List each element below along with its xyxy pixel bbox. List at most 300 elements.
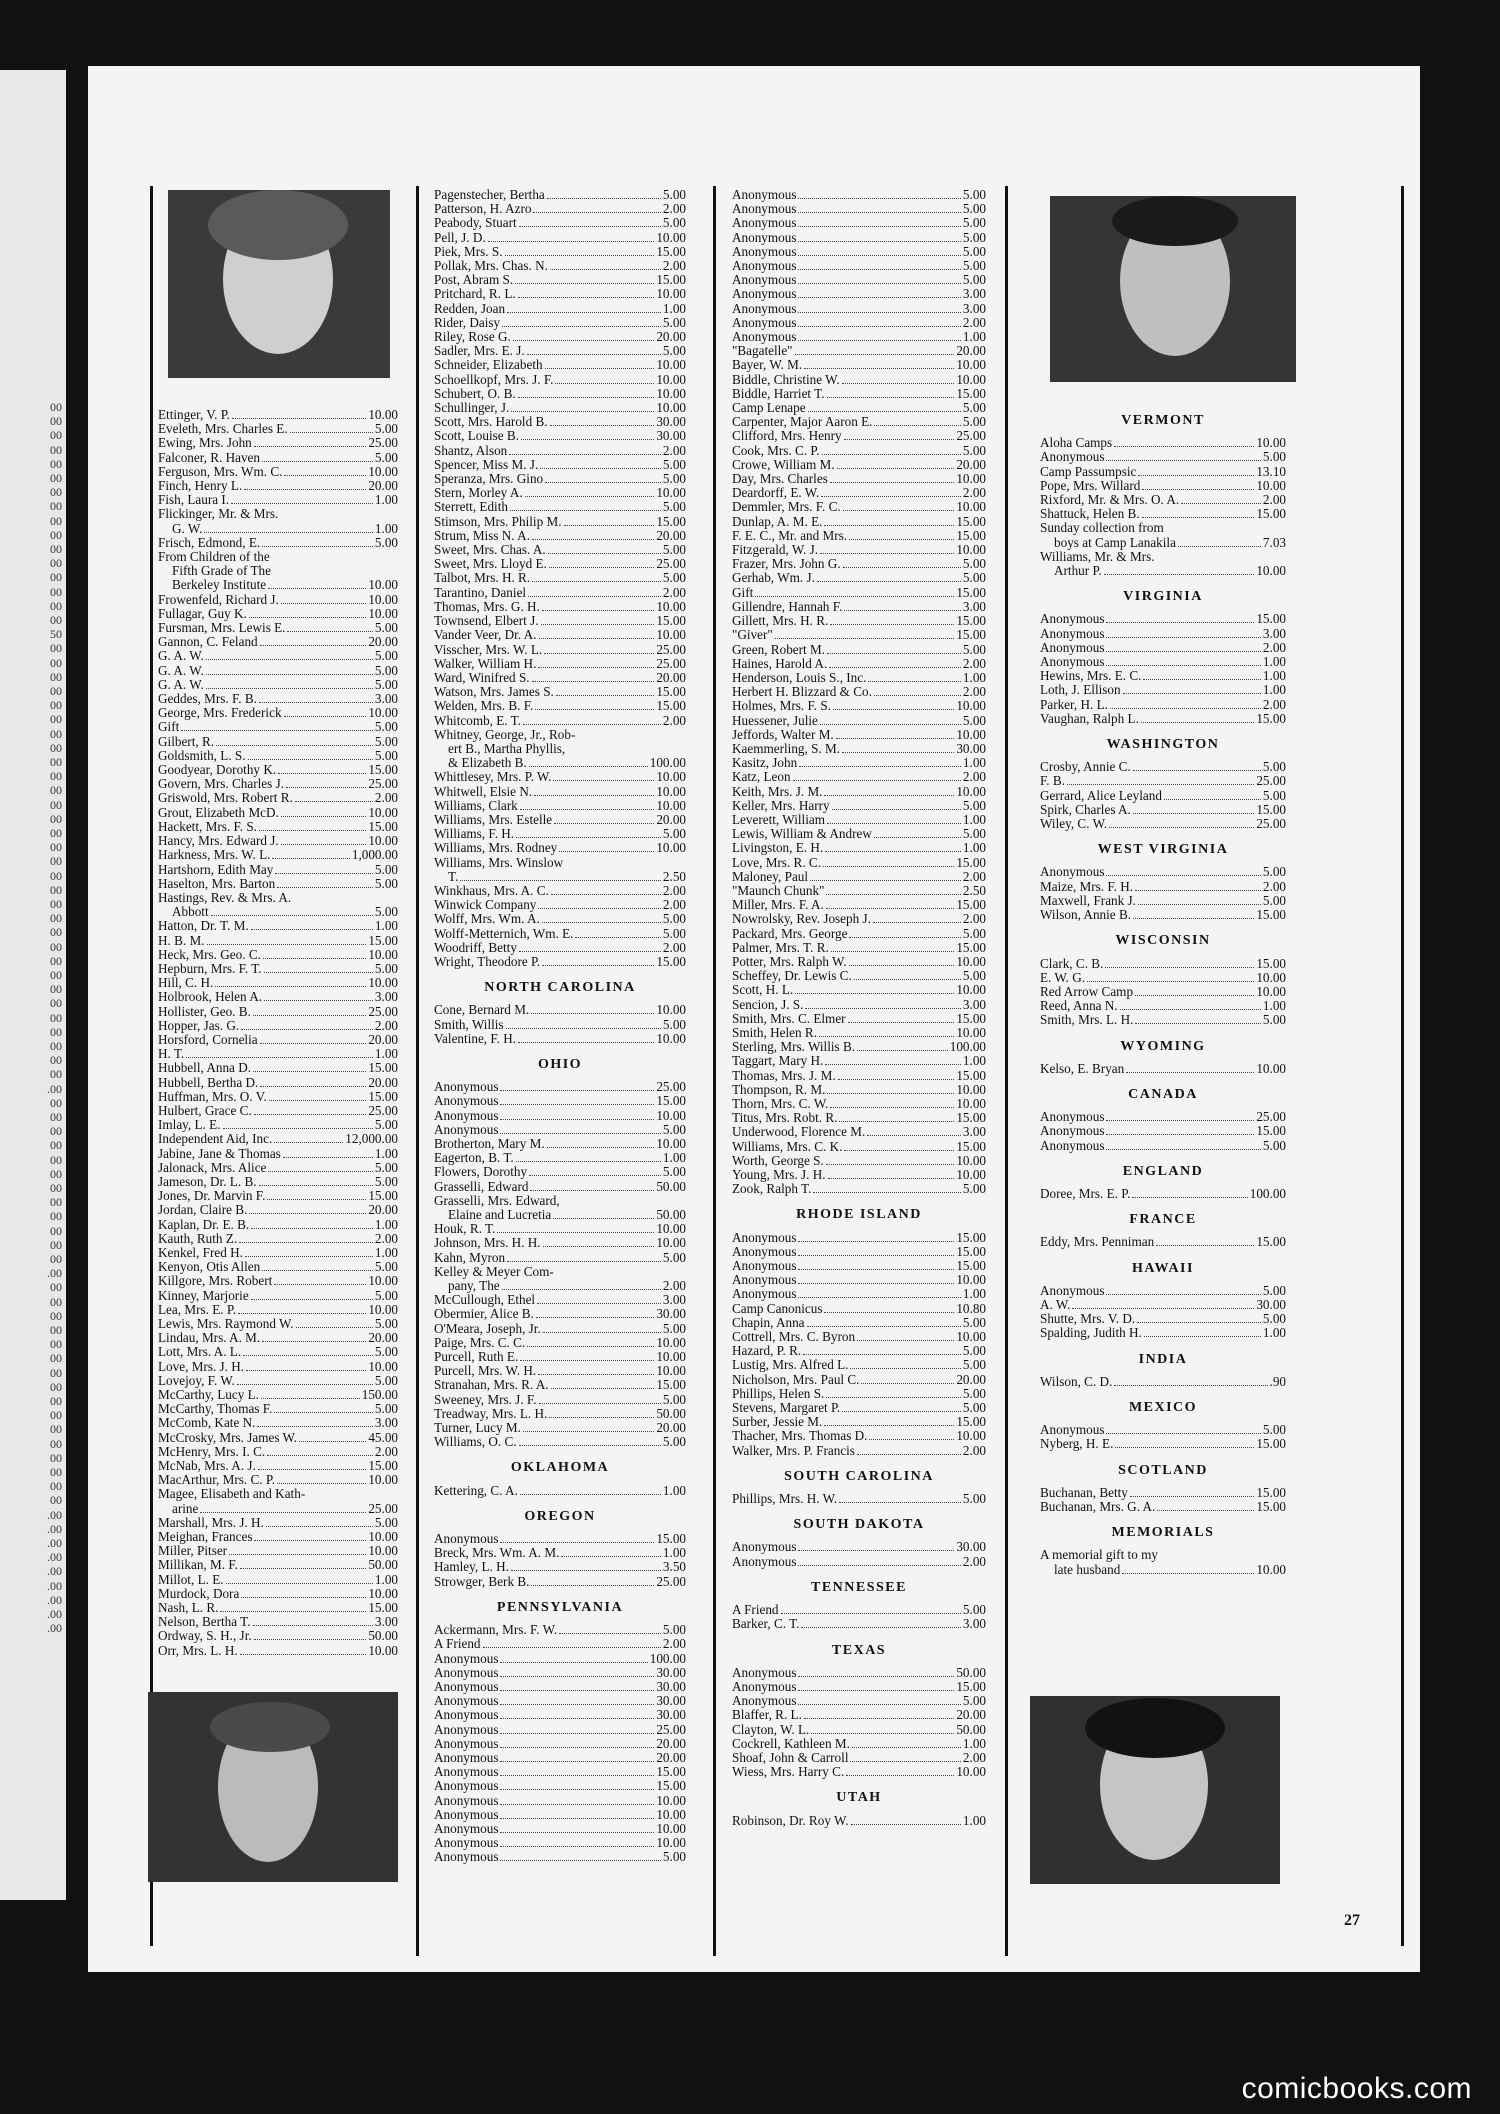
dot-leader <box>755 587 954 597</box>
dot-leader <box>220 1602 366 1612</box>
dot-leader <box>516 828 661 838</box>
donation-amount: 3.00 <box>374 989 398 1005</box>
donation-amount: 50.00 <box>368 1557 398 1573</box>
dot-leader <box>274 1403 373 1413</box>
dot-leader <box>500 1795 654 1805</box>
donor-entry <box>732 387 986 401</box>
donor-name: Eagerton, B. T. <box>434 1151 514 1166</box>
donor-name: Wiley, C. W. <box>1040 817 1108 832</box>
donor-name: Sunday collection from <box>1040 521 1164 536</box>
dot-leader <box>868 672 961 682</box>
donation-amount: 15.00 <box>1256 1484 1286 1500</box>
donor-entry <box>158 1218 398 1232</box>
region-heading: FRANCE <box>1129 1212 1197 1228</box>
donation-amount: 5.00 <box>962 1181 986 1197</box>
dot-leader <box>829 658 961 668</box>
donation-amount: 50.00 <box>656 1178 686 1194</box>
donor-name: Barker, C. T. <box>732 1617 800 1632</box>
donor-name: Williams, Clark <box>434 798 518 813</box>
dot-leader <box>531 1576 654 1586</box>
donation-amount: 1.00 <box>374 1216 398 1232</box>
donation-amount: 15.00 <box>368 818 398 834</box>
donation-amount: 50.00 <box>956 1721 986 1737</box>
donor-name: Keller, Mrs. Harry <box>732 798 830 813</box>
donor-name: Anonymous <box>732 230 797 245</box>
donation-amount: 20.00 <box>656 811 686 827</box>
dot-leader <box>500 1823 654 1833</box>
donor-entry <box>434 1751 686 1765</box>
donor-name: Shattuck, Helen B. <box>1040 507 1140 522</box>
donor-entry <box>732 1026 986 1040</box>
donor-entry <box>1040 669 1286 683</box>
donor-entry <box>158 1104 398 1118</box>
donation-amount: 5.00 <box>962 215 986 231</box>
donation-amount: 5.00 <box>962 1343 986 1359</box>
donor-name: Anonymous <box>732 330 797 345</box>
donor-name: Whitwell, Elsie N. <box>434 784 533 799</box>
dot-leader <box>207 935 367 945</box>
donor-name: Scott, Louise B. <box>434 429 519 444</box>
dot-leader <box>793 771 961 781</box>
dot-leader <box>257 1417 372 1427</box>
donor-name: George, Mrs. Frederick <box>158 706 282 721</box>
donation-amount: 150.00 <box>361 1387 398 1403</box>
donor-entry <box>1040 1235 1286 1249</box>
donor-name: H. T. <box>158 1047 185 1062</box>
donor-entry <box>732 188 986 202</box>
donation-amount: 10.00 <box>656 1136 686 1151</box>
dot-leader <box>861 1374 954 1384</box>
donation-amount: 5.00 <box>374 904 398 920</box>
dot-leader <box>518 288 655 298</box>
donation-amount: 15.00 <box>956 1010 986 1026</box>
donation-amount: 5.00 <box>374 861 398 877</box>
donor-name: Brotherton, Mary M. <box>434 1137 545 1151</box>
donor-entry <box>434 1680 686 1694</box>
dot-leader <box>1144 1327 1261 1337</box>
donation-amount: 5.00 <box>1262 449 1286 465</box>
donor-name: Thacher, Mrs. Thomas D. <box>732 1429 868 1444</box>
donation-amount: 10.00 <box>368 1358 398 1374</box>
donor-name: ert B., Martha Phyllis, <box>448 741 566 756</box>
dot-leader <box>245 1247 373 1257</box>
donor-name: Cockrell, Kathleen M. <box>732 1736 850 1751</box>
donor-entry <box>158 1629 398 1643</box>
facing-page-amount-fragment: 00 <box>50 712 62 727</box>
photo-girl-bottom-right <box>1030 1696 1280 1884</box>
donation-amount: 20.00 <box>956 1707 986 1723</box>
donation-amount: 2.00 <box>1262 696 1286 712</box>
donor-name: Anonymous <box>434 1532 499 1547</box>
donation-amount: 2.00 <box>962 1442 986 1458</box>
donor-name: Geddes, Mrs. F. B. <box>158 692 257 707</box>
donor-name: Visscher, Mrs. W. L. <box>434 642 543 657</box>
donor-entry <box>732 671 986 685</box>
donor-name: Rixford, Mr. & Mrs. O. A. <box>1040 493 1180 508</box>
dot-leader <box>266 1517 373 1527</box>
donation-amount: 5.00 <box>962 1693 986 1709</box>
donor-name: Anonymous <box>434 1080 499 1095</box>
donor-name: Anonymous <box>732 259 797 274</box>
donor-entry <box>434 912 686 926</box>
dot-leader <box>849 530 954 540</box>
donor-entry <box>158 451 398 465</box>
donation-amount: 2.00 <box>1262 878 1286 894</box>
dot-leader <box>1072 1299 1254 1309</box>
donor-entry <box>1040 1437 1286 1451</box>
dot-leader <box>874 828 961 838</box>
dot-leader <box>555 374 654 384</box>
donation-amount: 10.00 <box>656 769 686 785</box>
dot-leader <box>826 1388 961 1398</box>
donor-name: Deardorff, E. W. <box>732 486 820 501</box>
donation-amount: 5.00 <box>962 925 986 941</box>
donor-entry <box>434 1666 686 1680</box>
donor-name: Anonymous <box>434 1807 499 1822</box>
dot-leader <box>509 445 661 455</box>
donor-entry <box>732 316 986 330</box>
facing-page-amount-fragment: 00 <box>50 1067 62 1082</box>
donation-amount: 10.00 <box>368 577 398 593</box>
donor-entry <box>434 387 686 401</box>
donor-entry <box>434 1546 686 1560</box>
dot-leader <box>542 956 654 966</box>
donor-entry <box>732 827 986 841</box>
dot-leader <box>460 871 661 881</box>
donor-name: Scott, H. L. <box>732 983 794 998</box>
donation-amount: 1.00 <box>962 1053 986 1069</box>
donor-name: Anonymous <box>732 202 797 217</box>
donation-amount: 5.00 <box>662 1164 686 1180</box>
donor-entry <box>434 472 686 486</box>
dot-leader <box>500 1695 654 1705</box>
donor-entry <box>732 884 986 898</box>
region-heading: VERMONT <box>1121 413 1205 428</box>
donor-name: Bayer, W. M. <box>732 358 803 373</box>
donation-amount: 2.00 <box>662 584 686 600</box>
donor-name: Valentine, F. H. <box>434 1031 517 1046</box>
dot-leader <box>277 1474 366 1484</box>
donor-name: McCullough, Ethel <box>434 1293 536 1308</box>
donation-amount: 2.00 <box>662 258 686 274</box>
donor-entry <box>1040 789 1286 803</box>
dot-leader <box>528 587 661 597</box>
donor-entry <box>434 685 686 699</box>
donor-entry <box>158 1175 398 1189</box>
dot-leader <box>857 1041 948 1051</box>
facing-page-amount-fragment: 00 <box>50 840 62 855</box>
donor-entry <box>158 891 398 905</box>
dot-leader <box>549 1408 654 1418</box>
donation-amount: 2.00 <box>662 442 686 458</box>
donation-amount: 15.00 <box>956 1138 986 1154</box>
dot-leader <box>1142 480 1254 490</box>
donor-entry <box>158 1516 398 1530</box>
region-heading: OREGON <box>524 1508 596 1524</box>
dot-leader <box>833 700 954 710</box>
donation-amount: 1.00 <box>662 1482 686 1498</box>
donor-entry <box>158 1232 398 1246</box>
donation-amount: 3.00 <box>662 1292 686 1308</box>
donor-name: Grasselli, Mrs. Edward, <box>434 1193 560 1208</box>
donation-amount: 15.00 <box>1256 801 1286 817</box>
dot-leader <box>850 1359 960 1369</box>
donor-name: Watson, Mrs. James S. <box>434 685 554 700</box>
donor-entry <box>434 1265 686 1279</box>
donor-entry <box>158 834 398 848</box>
donor-name: Kasitz, John <box>732 756 798 771</box>
dot-leader <box>1130 1487 1254 1497</box>
donor-name: Wiess, Mrs. Harry C. <box>732 1765 845 1780</box>
donor-entry <box>434 188 686 202</box>
dot-leader <box>838 1070 955 1080</box>
donation-amount: 10.00 <box>656 286 686 302</box>
donor-name: Flickinger, Mr. & Mrs. <box>158 507 279 522</box>
donor-name: A memorial gift to my <box>1040 1548 1158 1563</box>
donation-amount: 10.00 <box>368 804 398 820</box>
dot-leader <box>515 274 654 284</box>
donation-amount: 10.00 <box>956 1428 986 1444</box>
dot-leader <box>500 1738 654 1748</box>
donor-name: Frowenfeld, Richard J. <box>158 592 279 607</box>
donor-entry <box>732 1765 986 1779</box>
donor-entry <box>434 1364 686 1378</box>
donor-entry <box>1040 1110 1286 1124</box>
donation-amount: 25.00 <box>656 1721 686 1737</box>
dot-leader <box>1106 1285 1260 1295</box>
donor-entry <box>434 216 686 230</box>
donor-name: Sencion, J. S. <box>732 997 804 1012</box>
donor-name: G. A. W. <box>158 663 204 678</box>
donor-name: "Maunch Chunk" <box>732 883 825 898</box>
dot-leader <box>295 792 373 802</box>
dot-leader <box>239 1233 373 1243</box>
facing-page-amount-fragment: 00 <box>50 641 62 656</box>
donation-amount: 15.00 <box>1256 506 1286 522</box>
donor-entry <box>434 1251 686 1265</box>
facing-page-amount-fragment: 00 <box>50 911 62 926</box>
donor-entry <box>732 1555 986 1569</box>
dot-leader <box>551 885 661 895</box>
dot-leader <box>181 721 373 731</box>
donation-amount: 1.00 <box>1262 998 1286 1014</box>
dot-leader <box>216 736 373 746</box>
donation-amount: 15.00 <box>956 1678 986 1694</box>
donor-entry <box>158 1246 398 1260</box>
donor-entry <box>732 699 986 713</box>
donor-name: Chapin, Anna <box>732 1315 805 1330</box>
dot-leader <box>500 1667 654 1677</box>
donation-amount: 10.00 <box>956 1024 986 1040</box>
donation-amount: 1.00 <box>962 840 986 856</box>
dot-leader <box>798 1667 954 1677</box>
donor-name: Anonymous <box>1040 1110 1105 1125</box>
donation-amount: 10.00 <box>656 400 686 416</box>
dot-leader <box>1135 881 1261 891</box>
donation-amount: 10.00 <box>956 371 986 387</box>
donor-entry <box>158 1189 398 1203</box>
donor-name: Kenyon, Otis Allen <box>158 1260 261 1275</box>
donation-amount: 30.00 <box>656 414 686 430</box>
donor-entry <box>434 870 686 884</box>
donation-amount: 10.00 <box>368 463 398 479</box>
donor-name: Anonymous <box>1040 612 1105 627</box>
donor-entry <box>434 358 686 372</box>
donor-name: "Bagatelle" <box>732 344 793 359</box>
donation-amount: 5.00 <box>962 1491 986 1507</box>
dot-leader <box>553 1209 654 1219</box>
donor-entry <box>1040 1423 1286 1437</box>
column-divider <box>713 186 716 1956</box>
donor-entry <box>434 955 686 969</box>
donation-amount: 2.00 <box>962 911 986 927</box>
donor-entry <box>732 1182 986 1196</box>
donor-entry <box>1040 1062 1286 1076</box>
dot-leader <box>842 743 954 753</box>
donor-entry <box>158 678 398 692</box>
donor-name: Stevens, Margaret P. <box>732 1401 841 1416</box>
donor-name: Leverett, William <box>732 812 825 827</box>
donor-entry <box>158 1558 398 1572</box>
donor-entry <box>434 1279 686 1293</box>
donation-amount: 100.00 <box>949 1039 986 1055</box>
donor-name: Pagenstecher, Bertha <box>434 188 545 202</box>
donor-entry <box>434 671 686 685</box>
donation-amount: 10.00 <box>956 357 986 373</box>
dot-leader <box>268 1162 373 1172</box>
donation-amount: 15.00 <box>956 513 986 529</box>
region-heading: SOUTH DAKOTA <box>793 1517 925 1533</box>
donor-entry <box>158 1388 398 1402</box>
dot-leader <box>511 1561 661 1571</box>
donor-name: Lewis, William & Andrew <box>732 827 872 842</box>
donation-amount: 10.00 <box>1256 983 1286 999</box>
donor-name: Anonymous <box>1040 655 1105 670</box>
facing-page-amount-fragment: 00 <box>50 442 62 457</box>
dot-leader <box>561 1547 661 1557</box>
dot-leader <box>798 1695 960 1705</box>
donation-amount: 30.00 <box>656 1678 686 1694</box>
dot-leader <box>251 920 373 930</box>
dot-leader <box>278 764 366 774</box>
dot-leader <box>529 757 648 767</box>
donor-entry <box>732 1154 986 1168</box>
donor-name: Wilson, C. D. <box>1040 1374 1113 1389</box>
donation-amount: 7.03 <box>1262 534 1286 550</box>
donor-entry <box>732 927 986 941</box>
dot-leader <box>267 1446 373 1456</box>
donor-entry <box>732 1540 986 1554</box>
donation-amount: 5.00 <box>962 1385 986 1401</box>
donor-entry <box>434 529 686 543</box>
donor-entry <box>732 643 986 657</box>
donor-name: Strum, Miss N. A. <box>434 528 530 543</box>
donor-entry <box>434 657 686 671</box>
donor-entry <box>732 444 986 458</box>
donor-name: Killgore, Mrs. Robert <box>158 1274 273 1289</box>
donation-amount: 2.00 <box>1262 639 1286 655</box>
donor-name: Whittlesey, Mrs. P. W. <box>434 770 552 785</box>
dot-leader <box>241 1588 366 1598</box>
facing-page-amount-fragment: 00 <box>50 471 62 485</box>
dot-leader <box>249 1204 366 1214</box>
donation-amount: 25.00 <box>656 655 686 671</box>
donor-entry <box>1040 1326 1286 1340</box>
donor-name: Anonymous <box>434 1850 499 1865</box>
donation-amount: 3.00 <box>962 1124 986 1140</box>
donor-name: O'Meara, Joseph, Jr. <box>434 1321 541 1336</box>
donor-name: Arthur P. <box>1054 564 1102 579</box>
donor-name: Anonymous <box>1040 640 1105 655</box>
donor-name: Anonymous <box>434 1694 499 1709</box>
donor-name: From Children of the <box>158 550 270 565</box>
donor-entry <box>732 358 986 372</box>
dot-leader <box>1135 986 1254 996</box>
donor-entry <box>434 344 686 358</box>
donor-entry <box>434 927 686 941</box>
dot-leader <box>500 1081 654 1091</box>
donation-amount: 10.00 <box>368 705 398 721</box>
region-heading: TENNESSEE <box>811 1579 907 1595</box>
donor-entry <box>732 1708 986 1722</box>
facing-page-amount-fragment: 00 <box>50 428 62 443</box>
donor-entry <box>158 1047 398 1061</box>
donor-name: Lott, Mrs. A. L. <box>158 1345 242 1360</box>
facing-page-amount-fragment: 00 <box>50 1351 62 1366</box>
donor-name: Finch, Henry L. <box>158 479 243 494</box>
donation-amount: 10.00 <box>656 598 686 614</box>
donation-amount: 5.00 <box>662 343 686 359</box>
dot-leader <box>296 1318 373 1328</box>
donation-amount: 2.00 <box>662 897 686 913</box>
dot-leader <box>500 1110 654 1120</box>
dot-leader <box>544 644 654 654</box>
donor-name: Sweeney, Mrs. J. F. <box>434 1392 537 1407</box>
donation-amount: 2.00 <box>374 790 398 806</box>
donor-entry <box>732 1168 986 1182</box>
donor-name: Love, Mrs. R. C. <box>732 855 822 870</box>
donation-amount: 15.00 <box>1256 907 1286 923</box>
donation-amount: 2.00 <box>374 1017 398 1033</box>
donation-amount: 25.00 <box>1256 1109 1286 1125</box>
donation-amount: 2.00 <box>962 868 986 884</box>
donation-amount: 15.00 <box>956 897 986 913</box>
donor-name: Anonymous <box>1040 450 1105 465</box>
dot-leader <box>534 786 654 796</box>
donor-entry <box>158 1161 398 1175</box>
facing-page-amount-fragment: 00 <box>50 1408 62 1423</box>
donation-amount: 10.00 <box>368 1642 398 1658</box>
donation-amount: 15.00 <box>368 1060 398 1076</box>
dot-leader <box>260 1034 367 1044</box>
donor-name: Anonymous <box>434 1651 499 1666</box>
donor-name: Orr, Mrs. L. H. <box>158 1643 238 1658</box>
donor-name: Anonymous <box>732 1273 797 1288</box>
region-heading: WISCONSIN <box>1115 933 1211 949</box>
donor-name: Red Arrow Camp <box>1040 984 1134 999</box>
donor-name: Phillips, Mrs. H. W. <box>732 1492 838 1507</box>
dot-leader <box>1133 804 1254 814</box>
donor-entry <box>158 522 398 536</box>
donation-amount: 25.00 <box>656 556 686 572</box>
donation-amount: 25.00 <box>1256 773 1286 789</box>
dot-leader <box>824 1416 954 1426</box>
donation-amount: 10.00 <box>956 698 986 714</box>
donation-amount: 5.00 <box>374 1173 398 1189</box>
facing-page-amount-fragment: 00 <box>50 868 62 883</box>
donor-entry <box>158 1374 398 1388</box>
dot-leader <box>240 1559 366 1569</box>
